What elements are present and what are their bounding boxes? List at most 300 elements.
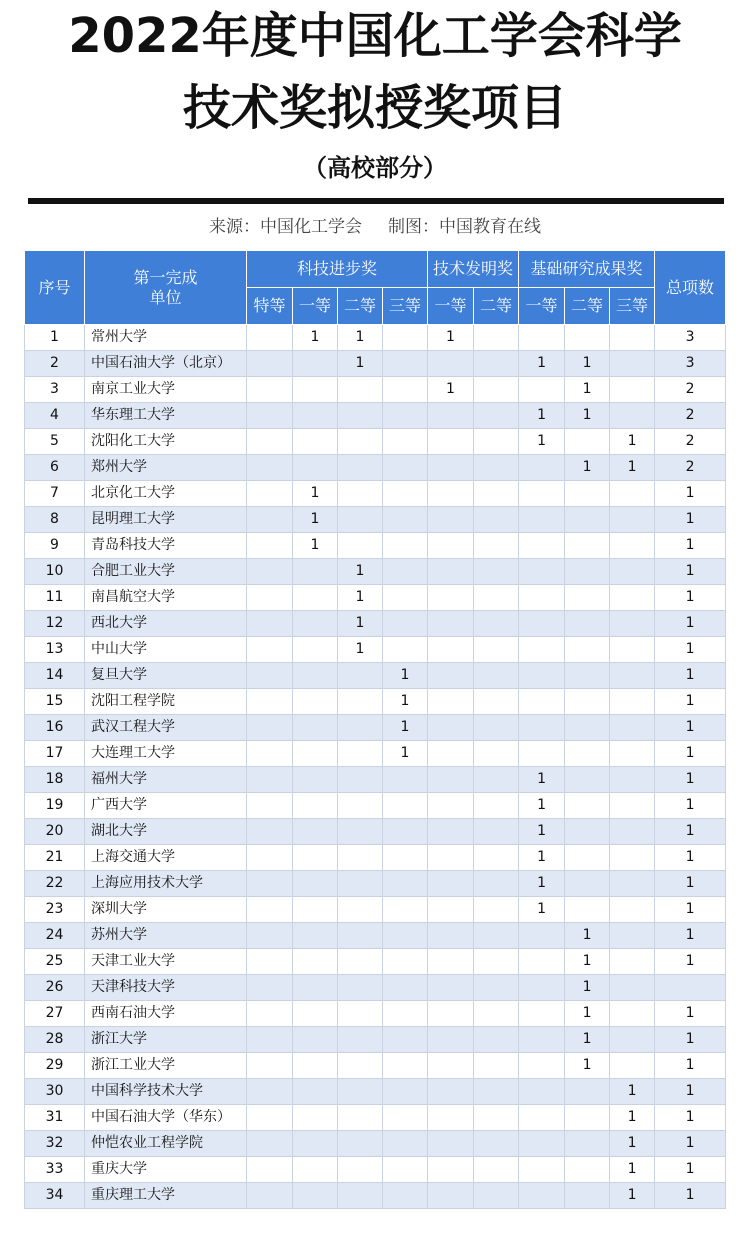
- source-text: 来源：中国化工学会: [209, 217, 362, 237]
- award-count-cell: [383, 1131, 428, 1157]
- award-count-cell: [247, 975, 293, 1001]
- row-total: 1: [655, 481, 726, 507]
- row-number: 9: [25, 533, 85, 559]
- award-count-cell: 1: [565, 403, 610, 429]
- row-total: 1: [655, 559, 726, 585]
- row-unit-name: 湖北大学: [85, 819, 247, 845]
- row-total: 1: [655, 663, 726, 689]
- award-count-cell: 1: [338, 351, 383, 377]
- row-unit-name: 苏州大学: [85, 923, 247, 949]
- award-count-cell: [247, 1157, 293, 1183]
- award-count-cell: 1: [519, 819, 565, 845]
- award-count-cell: [474, 481, 519, 507]
- row-unit-name: 浙江工业大学: [85, 1053, 247, 1079]
- award-count-cell: [474, 455, 519, 481]
- row-number: 19: [25, 793, 85, 819]
- table-row: [25, 845, 726, 871]
- award-count-cell: [383, 455, 428, 481]
- award-count-cell: [247, 377, 293, 403]
- award-count-cell: [293, 975, 338, 1001]
- producer-text: 制图：中国教育在线: [388, 217, 541, 237]
- award-count-cell: [519, 1157, 565, 1183]
- award-count-cell: [338, 819, 383, 845]
- award-count-cell: [610, 923, 655, 949]
- header-sub: 三等: [610, 288, 655, 325]
- award-count-cell: [247, 585, 293, 611]
- award-count-cell: [519, 923, 565, 949]
- award-count-cell: [428, 793, 474, 819]
- row-number: 8: [25, 507, 85, 533]
- award-count-cell: [247, 1105, 293, 1131]
- header-group-progress: 科技进步奖: [247, 251, 428, 288]
- award-count-cell: [565, 559, 610, 585]
- row-total: 1: [655, 1027, 726, 1053]
- award-count-cell: [247, 1001, 293, 1027]
- award-count-cell: [474, 663, 519, 689]
- header-sub: 二等: [338, 288, 383, 325]
- award-count-cell: [247, 403, 293, 429]
- row-unit-name: 中国石油大学（华东）: [85, 1105, 247, 1131]
- award-count-cell: [293, 1157, 338, 1183]
- award-count-cell: [247, 689, 293, 715]
- row-total: 1: [655, 949, 726, 975]
- award-count-cell: [519, 611, 565, 637]
- award-count-cell: 1: [565, 351, 610, 377]
- award-count-cell: [338, 1157, 383, 1183]
- award-count-cell: [338, 507, 383, 533]
- award-count-cell: [610, 845, 655, 871]
- award-count-cell: [428, 585, 474, 611]
- award-count-cell: [338, 1183, 383, 1209]
- award-count-cell: [428, 403, 474, 429]
- award-count-cell: [610, 663, 655, 689]
- table-row: [25, 715, 726, 741]
- award-count-cell: [428, 559, 474, 585]
- award-count-cell: [474, 611, 519, 637]
- award-table: [24, 250, 726, 1209]
- row-total: 1: [655, 1183, 726, 1209]
- row-number: 34: [25, 1183, 85, 1209]
- row-total: 1: [655, 1079, 726, 1105]
- award-count-cell: [338, 923, 383, 949]
- row-total: 1: [655, 1131, 726, 1157]
- award-count-cell: 1: [383, 741, 428, 767]
- award-count-cell: [383, 1157, 428, 1183]
- award-count-cell: [519, 949, 565, 975]
- award-count-cell: [247, 455, 293, 481]
- award-count-cell: [247, 949, 293, 975]
- award-count-cell: [610, 897, 655, 923]
- award-count-cell: [474, 845, 519, 871]
- row-number: 17: [25, 741, 85, 767]
- award-count-cell: [519, 715, 565, 741]
- award-count-cell: [474, 871, 519, 897]
- award-count-cell: 1: [338, 585, 383, 611]
- award-count-cell: [293, 949, 338, 975]
- award-count-cell: [247, 923, 293, 949]
- award-count-cell: [610, 351, 655, 377]
- award-count-cell: 1: [519, 767, 565, 793]
- award-count-cell: [338, 429, 383, 455]
- award-count-cell: [338, 1105, 383, 1131]
- award-count-cell: [519, 741, 565, 767]
- award-count-cell: [383, 585, 428, 611]
- award-count-cell: [247, 767, 293, 793]
- row-total: 1: [655, 507, 726, 533]
- award-count-cell: [428, 637, 474, 663]
- award-count-cell: [383, 1053, 428, 1079]
- row-unit-name: 深圳大学: [85, 897, 247, 923]
- row-number: 14: [25, 663, 85, 689]
- award-count-cell: [383, 923, 428, 949]
- award-count-cell: [428, 871, 474, 897]
- award-count-cell: [428, 1183, 474, 1209]
- row-total: 1: [655, 819, 726, 845]
- award-count-cell: [610, 793, 655, 819]
- table-row: [25, 611, 726, 637]
- award-count-cell: [383, 325, 428, 351]
- award-count-cell: [383, 845, 428, 871]
- award-count-cell: [293, 403, 338, 429]
- award-count-cell: [247, 325, 293, 351]
- award-count-cell: [519, 455, 565, 481]
- award-count-cell: [565, 871, 610, 897]
- award-count-cell: [338, 481, 383, 507]
- award-count-cell: 1: [610, 1105, 655, 1131]
- row-total: 2: [655, 455, 726, 481]
- row-unit-name: 浙江大学: [85, 1027, 247, 1053]
- row-unit-name: 昆明理工大学: [85, 507, 247, 533]
- award-count-cell: [610, 585, 655, 611]
- award-count-cell: [474, 1079, 519, 1105]
- table-row: [25, 533, 726, 559]
- award-count-cell: [293, 663, 338, 689]
- header-sub: 一等: [428, 288, 474, 325]
- award-count-cell: [247, 507, 293, 533]
- award-count-cell: [338, 793, 383, 819]
- award-count-cell: [474, 741, 519, 767]
- header-sub: 一等: [519, 288, 565, 325]
- award-count-cell: [610, 767, 655, 793]
- row-number: 4: [25, 403, 85, 429]
- header-sub: 二等: [565, 288, 610, 325]
- award-count-cell: [610, 533, 655, 559]
- award-count-cell: 1: [338, 611, 383, 637]
- award-count-cell: [519, 1131, 565, 1157]
- award-count-cell: [338, 845, 383, 871]
- award-count-cell: [247, 1131, 293, 1157]
- award-count-cell: [610, 325, 655, 351]
- award-count-cell: [474, 403, 519, 429]
- source-line: [0, 213, 750, 241]
- award-count-cell: [428, 845, 474, 871]
- table-row: [25, 637, 726, 663]
- award-count-cell: [565, 429, 610, 455]
- row-unit-name: 南京工业大学: [85, 377, 247, 403]
- award-count-cell: [247, 1079, 293, 1105]
- award-count-cell: 1: [519, 793, 565, 819]
- award-count-cell: 1: [383, 663, 428, 689]
- row-total: 2: [655, 377, 726, 403]
- award-count-cell: [383, 871, 428, 897]
- table-row: [25, 1105, 726, 1131]
- award-count-cell: [293, 585, 338, 611]
- row-unit-name: 武汉工程大学: [85, 715, 247, 741]
- table-row: [25, 897, 726, 923]
- award-count-cell: [474, 767, 519, 793]
- table-body: [25, 325, 726, 1209]
- row-number: 27: [25, 1001, 85, 1027]
- row-number: 32: [25, 1131, 85, 1157]
- award-count-cell: [383, 481, 428, 507]
- row-number: 1: [25, 325, 85, 351]
- award-count-cell: [293, 429, 338, 455]
- award-count-cell: [474, 377, 519, 403]
- award-count-cell: [338, 1131, 383, 1157]
- award-count-cell: [474, 1131, 519, 1157]
- row-total: 1: [655, 1105, 726, 1131]
- award-count-cell: 1: [565, 1001, 610, 1027]
- table-row: [25, 1157, 726, 1183]
- award-count-cell: [474, 1183, 519, 1209]
- award-count-cell: 1: [293, 507, 338, 533]
- award-count-cell: [474, 949, 519, 975]
- award-count-cell: [383, 559, 428, 585]
- award-count-cell: [293, 1001, 338, 1027]
- award-count-cell: 1: [519, 845, 565, 871]
- row-unit-name: 上海应用技术大学: [85, 871, 247, 897]
- award-count-cell: [247, 611, 293, 637]
- header-sub: 一等: [293, 288, 338, 325]
- award-count-cell: [383, 897, 428, 923]
- award-count-cell: [293, 871, 338, 897]
- table-row: [25, 1079, 726, 1105]
- title-divider: [28, 198, 724, 204]
- award-count-cell: [338, 949, 383, 975]
- award-count-cell: [428, 429, 474, 455]
- award-count-cell: [428, 767, 474, 793]
- award-count-cell: [383, 1183, 428, 1209]
- award-count-cell: 1: [519, 403, 565, 429]
- award-count-cell: [565, 1131, 610, 1157]
- award-count-cell: 1: [610, 1079, 655, 1105]
- award-count-cell: [338, 1079, 383, 1105]
- row-unit-name: 福州大学: [85, 767, 247, 793]
- award-count-cell: [338, 663, 383, 689]
- award-count-cell: [519, 663, 565, 689]
- award-count-cell: [565, 507, 610, 533]
- award-count-cell: 1: [565, 923, 610, 949]
- row-total: 1: [655, 533, 726, 559]
- award-count-cell: [565, 585, 610, 611]
- award-count-cell: [474, 533, 519, 559]
- award-count-cell: [383, 403, 428, 429]
- award-count-cell: [338, 689, 383, 715]
- table-row: [25, 351, 726, 377]
- award-count-cell: [428, 663, 474, 689]
- award-count-cell: [474, 1157, 519, 1183]
- table-row: [25, 377, 726, 403]
- award-count-cell: 1: [428, 377, 474, 403]
- award-count-cell: [565, 1157, 610, 1183]
- award-count-cell: [610, 949, 655, 975]
- row-total: 1: [655, 1053, 726, 1079]
- award-count-cell: [338, 377, 383, 403]
- award-count-cell: [474, 689, 519, 715]
- table-row: [25, 1027, 726, 1053]
- award-count-cell: [565, 481, 610, 507]
- award-count-cell: [519, 585, 565, 611]
- award-count-cell: [428, 351, 474, 377]
- award-count-cell: [383, 793, 428, 819]
- award-count-cell: [247, 1053, 293, 1079]
- award-count-cell: [247, 1027, 293, 1053]
- award-count-cell: [474, 325, 519, 351]
- award-count-cell: 1: [293, 325, 338, 351]
- award-count-cell: [565, 637, 610, 663]
- award-count-cell: [338, 871, 383, 897]
- award-count-cell: [474, 819, 519, 845]
- award-count-cell: [610, 377, 655, 403]
- award-count-cell: [338, 1027, 383, 1053]
- award-count-cell: [610, 689, 655, 715]
- award-count-cell: [383, 1105, 428, 1131]
- award-count-cell: [428, 1079, 474, 1105]
- award-count-cell: [383, 637, 428, 663]
- table-row: [25, 481, 726, 507]
- row-total: 1: [655, 767, 726, 793]
- row-total: 1: [655, 637, 726, 663]
- award-count-cell: [428, 1053, 474, 1079]
- award-count-cell: 1: [610, 1157, 655, 1183]
- header-sub: 三等: [383, 288, 428, 325]
- award-count-cell: [293, 1131, 338, 1157]
- award-count-cell: [474, 715, 519, 741]
- award-count-cell: [247, 845, 293, 871]
- award-count-cell: [610, 715, 655, 741]
- award-count-cell: [428, 1105, 474, 1131]
- award-count-cell: [247, 559, 293, 585]
- row-number: 28: [25, 1027, 85, 1053]
- row-number: 31: [25, 1105, 85, 1131]
- award-count-cell: 1: [338, 559, 383, 585]
- award-count-cell: [428, 1027, 474, 1053]
- award-count-cell: [565, 689, 610, 715]
- award-count-cell: [247, 637, 293, 663]
- table-row: [25, 923, 726, 949]
- award-count-cell: [383, 429, 428, 455]
- award-count-cell: [247, 871, 293, 897]
- award-count-cell: [610, 611, 655, 637]
- award-count-cell: [474, 923, 519, 949]
- page-title-line1: 2022年度中国化工学会科学: [68, 8, 682, 64]
- row-total: [655, 975, 726, 1001]
- award-count-cell: [610, 507, 655, 533]
- award-count-cell: [519, 1183, 565, 1209]
- award-count-cell: [247, 533, 293, 559]
- award-count-cell: [474, 975, 519, 1001]
- award-count-cell: 1: [610, 1131, 655, 1157]
- table-row: [25, 871, 726, 897]
- row-total: 1: [655, 845, 726, 871]
- award-count-cell: 1: [519, 897, 565, 923]
- award-count-cell: [519, 689, 565, 715]
- table-row: [25, 663, 726, 689]
- award-count-cell: 1: [565, 1053, 610, 1079]
- award-count-cell: [338, 975, 383, 1001]
- award-count-cell: [293, 793, 338, 819]
- award-count-cell: [474, 637, 519, 663]
- award-count-cell: [610, 741, 655, 767]
- row-number: 29: [25, 1053, 85, 1079]
- award-count-cell: [383, 975, 428, 1001]
- row-unit-name: 复旦大学: [85, 663, 247, 689]
- award-count-cell: [428, 975, 474, 1001]
- award-count-cell: [247, 897, 293, 923]
- award-count-cell: [519, 1105, 565, 1131]
- award-count-cell: [428, 1001, 474, 1027]
- award-count-cell: [474, 1053, 519, 1079]
- award-count-cell: [247, 793, 293, 819]
- award-count-cell: [565, 767, 610, 793]
- award-count-cell: [565, 663, 610, 689]
- row-total: 3: [655, 351, 726, 377]
- row-number: 5: [25, 429, 85, 455]
- table-row: [25, 1183, 726, 1209]
- row-number: 3: [25, 377, 85, 403]
- row-number: 26: [25, 975, 85, 1001]
- award-count-cell: [338, 1001, 383, 1027]
- row-unit-name: 仲恺农业工程学院: [85, 1131, 247, 1157]
- award-count-cell: [293, 1027, 338, 1053]
- award-count-cell: [565, 1183, 610, 1209]
- row-unit-name: 沈阳工程学院: [85, 689, 247, 715]
- award-count-cell: 1: [383, 715, 428, 741]
- award-count-cell: [428, 611, 474, 637]
- row-number: 33: [25, 1157, 85, 1183]
- award-count-cell: [519, 637, 565, 663]
- award-count-cell: [428, 819, 474, 845]
- row-unit-name: 合肥工业大学: [85, 559, 247, 585]
- award-count-cell: [383, 507, 428, 533]
- award-count-cell: [565, 533, 610, 559]
- award-count-cell: [383, 1001, 428, 1027]
- award-count-cell: [338, 715, 383, 741]
- award-count-cell: [383, 1027, 428, 1053]
- award-count-cell: 1: [383, 689, 428, 715]
- award-count-cell: [519, 377, 565, 403]
- table-row: [25, 793, 726, 819]
- award-count-cell: [610, 559, 655, 585]
- award-count-cell: [293, 767, 338, 793]
- award-count-cell: [383, 819, 428, 845]
- award-count-cell: 1: [565, 975, 610, 1001]
- award-count-cell: [565, 897, 610, 923]
- table-row: [25, 429, 726, 455]
- award-count-cell: [610, 871, 655, 897]
- award-count-cell: [474, 351, 519, 377]
- row-unit-name: 中国科学技术大学: [85, 1079, 247, 1105]
- award-count-cell: [610, 1053, 655, 1079]
- award-count-cell: [565, 793, 610, 819]
- award-count-cell: [338, 403, 383, 429]
- award-count-cell: [474, 507, 519, 533]
- award-count-cell: [293, 637, 338, 663]
- award-count-cell: [519, 1079, 565, 1105]
- row-total: 1: [655, 793, 726, 819]
- award-count-cell: [474, 585, 519, 611]
- award-count-cell: [247, 1183, 293, 1209]
